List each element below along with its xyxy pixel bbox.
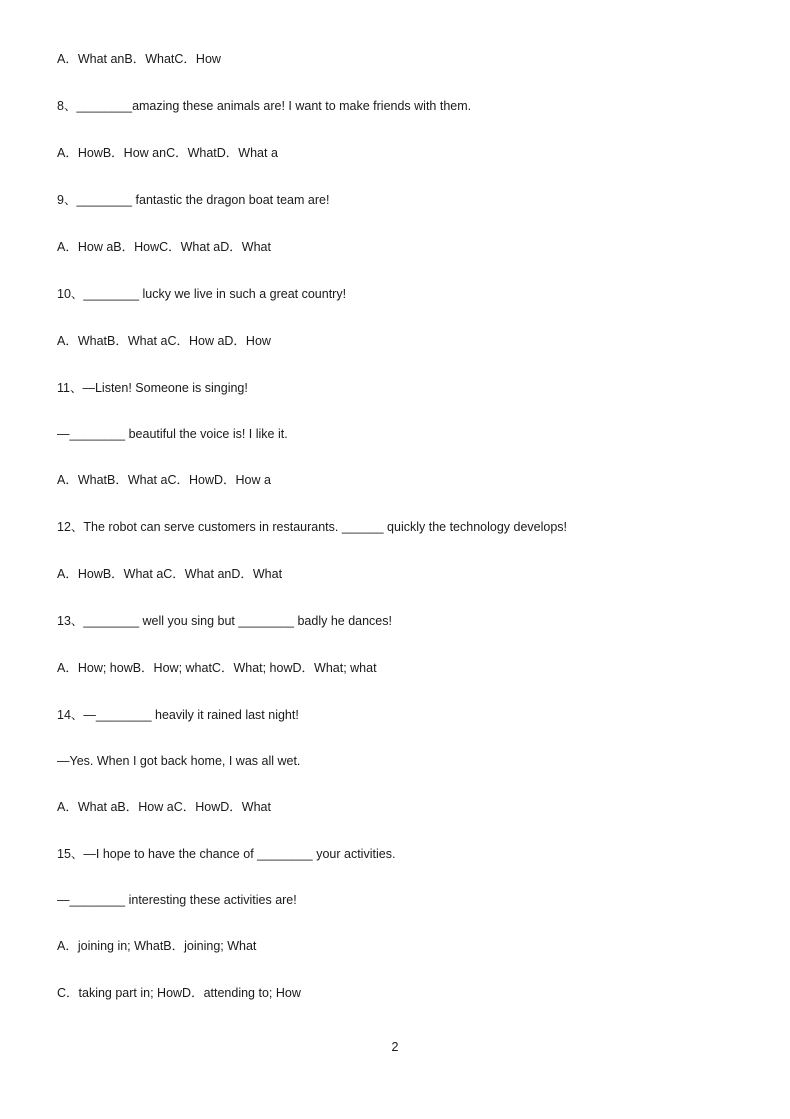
q11-stem: 11、—Listen! Someone is singing!: [57, 381, 248, 395]
q10-stem: 10、________ lucky we live in such a great country!: [57, 287, 347, 301]
q14-reply: —Yes. When I got back home, I was all wet.: [57, 754, 301, 768]
q7-options: A．What anB．WhatC．How: [57, 52, 221, 66]
q15-options-ab: A．joining in; WhatB．joining; What: [57, 939, 257, 953]
page-number: 2: [391, 1040, 399, 1054]
q15-options-cd: C．taking part in; HowD．attending to; How: [57, 986, 301, 1000]
q11-reply: —________ beautiful the voice is! I like it.: [57, 427, 288, 441]
q14-options: A．What aB．How aC．HowD．What: [57, 800, 271, 814]
q13-stem: 13、________ well you sing but ________ badly he dances!: [57, 614, 392, 628]
q8-stem: 8、________amazing these animals are! I want to make friends with them.: [57, 99, 472, 113]
q12-options: A．HowB．What aC．What anD．What: [57, 567, 283, 581]
q9-stem: 9、________ fantastic the dragon boat team are!: [57, 193, 330, 207]
q14-stem: 14、—________ heavily it rained last night!: [57, 708, 299, 722]
q15-stem: 15、—I hope to have the chance of ________ your activities.: [57, 847, 396, 861]
q10-options: A．WhatB．What aC．How aD．How: [57, 334, 271, 348]
q12-stem: 12、The robot can serve customers in restaurants. ______ quickly the technology develops!: [57, 520, 568, 534]
q11-options: A．WhatB．What aC．HowD．How a: [57, 473, 271, 487]
q9-options: A．How aB．HowC．What aD．What: [57, 240, 271, 254]
q13-options: A．How; howB．How; whatC．What; howD．What; what: [57, 661, 377, 675]
q15-reply: —________ interesting these activities are!: [57, 893, 297, 907]
q8-options: A．HowB．How anC．WhatD．What a: [57, 146, 278, 160]
